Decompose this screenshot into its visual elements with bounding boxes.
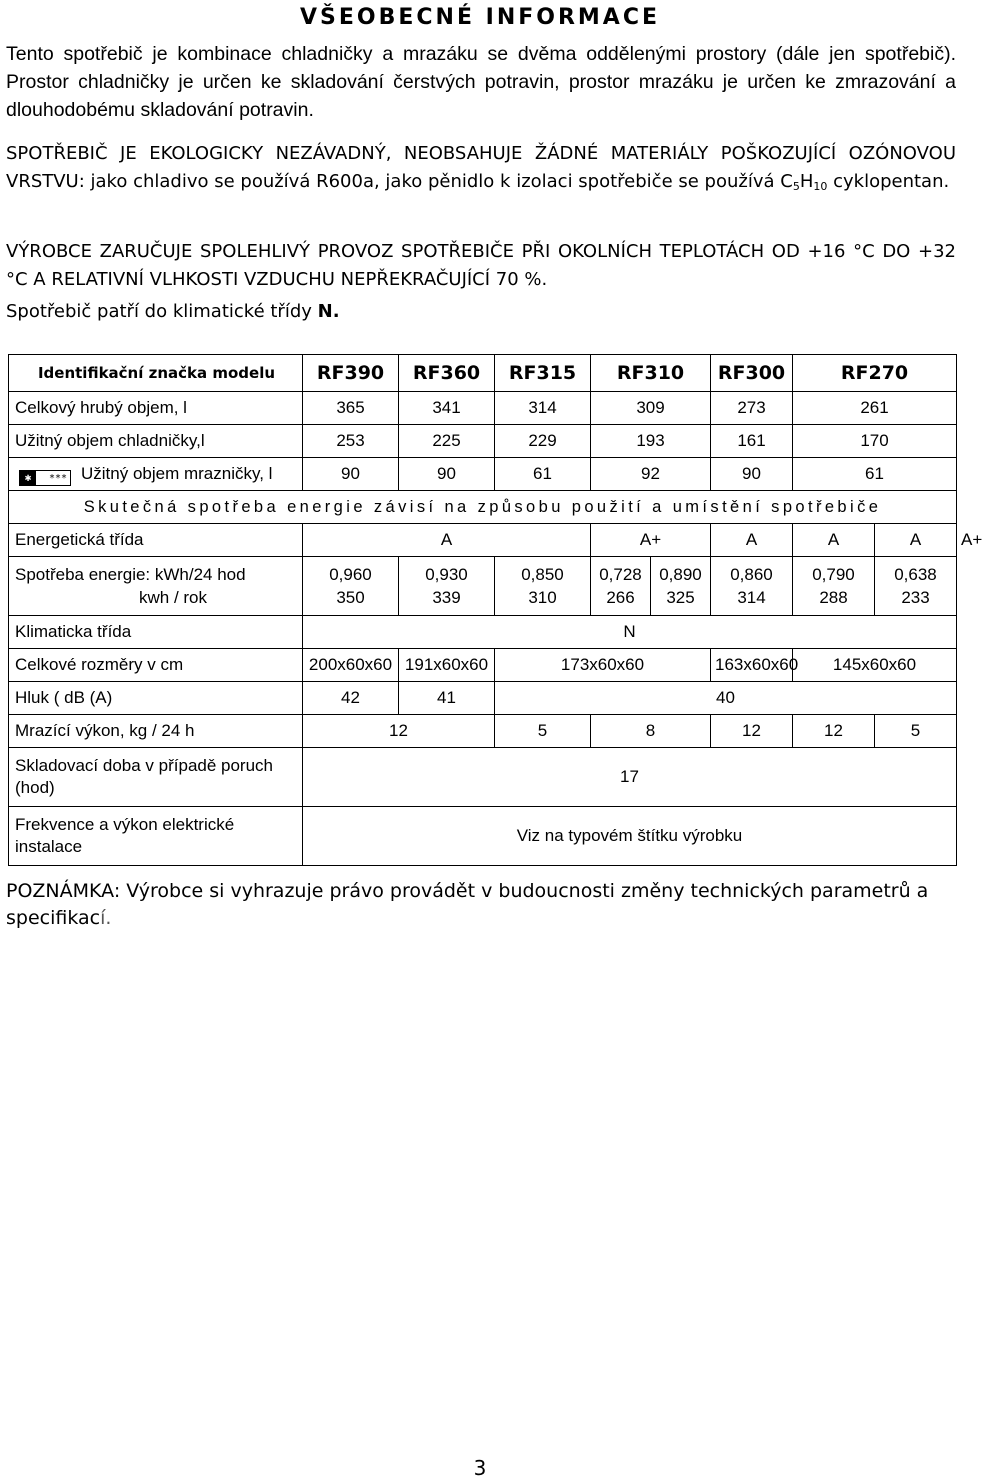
table-cell: 225 <box>399 425 495 458</box>
table-cell: Viz na typovém štítku výrobku <box>303 807 957 866</box>
fridge-volume-label: Užitný objem chladničky,l <box>9 425 303 458</box>
specification-table <box>8 354 982 866</box>
table-cell: 0,638 233 <box>875 557 957 616</box>
formula-subscript-10: 10 <box>813 180 828 193</box>
freezer-volume-label: Užitný objem mrazničky, l <box>81 463 273 483</box>
table-cell: 0,860 314 <box>711 557 793 616</box>
climate-class-label: Klimaticka třída <box>9 616 303 649</box>
model-header-row <box>9 355 957 392</box>
model-rf300: RF300 <box>711 355 793 392</box>
table-cell: 5 <box>875 715 957 748</box>
note-text: POZNÁMKA: Výrobce si vyhrazuje právo provádět v budoucnosti změny technických parametrů a specifikac <box>6 880 929 929</box>
table-cell: N <box>303 616 957 649</box>
table-cell: 92 <box>591 458 711 491</box>
ecology-text: SPOTŘEBIČ JE EKOLOGICKY NEZÁVADNÝ, NEOBSAHUJE ŽÁDNÉ MATERIÁLY POŠKOZUJÍCÍ OZÓNOVOU VRSTVU: jako chladivo se používá R600a, jako pěnidlo k izolaci spotřebiče se používá C <box>6 143 956 192</box>
model-rf315: RF315 <box>495 355 591 392</box>
table-cell: 314 <box>495 392 591 425</box>
note-paragraph <box>6 878 956 932</box>
table-cell: 161 <box>711 425 793 458</box>
table-cell: 0,890 325 <box>651 557 711 616</box>
table-cell: 341 <box>399 392 495 425</box>
formula-h: H <box>799 171 814 192</box>
dimensions-label: Celkové rozměry v cm <box>9 649 303 682</box>
table-cell: 42 <box>303 682 399 715</box>
table-cell: 8 <box>591 715 711 748</box>
table-cell: 193 <box>591 425 711 458</box>
table-cell: 0,960 350 <box>303 557 399 616</box>
table-cell: 229 <box>495 425 591 458</box>
table-cell: A <box>303 524 591 557</box>
climate-class-paragraph <box>6 298 956 326</box>
table-cell: 17 <box>303 748 957 807</box>
freezing-capacity-row <box>9 715 957 748</box>
climate-class-row <box>9 616 957 649</box>
page-title: VŠEOBECNÉ INFORMACE <box>299 5 660 30</box>
energy-class-label: Energetická třída <box>9 524 303 557</box>
table-cell: 145x60x60 <box>793 649 957 682</box>
model-rf310: RF310 <box>591 355 711 392</box>
table-cell: 0,850 310 <box>495 557 591 616</box>
energy-class-row: Energetická třída A A+ A A A A+ <box>9 524 957 557</box>
climate-class-text: Spotřebič patří do klimatické třídy <box>6 301 318 322</box>
table-cell: 12 <box>793 715 875 748</box>
table-cell: 170 <box>793 425 957 458</box>
consumption-note-row <box>9 491 957 524</box>
freezer-volume-label-cell <box>9 458 303 491</box>
table-cell: 90 <box>711 458 793 491</box>
table-cell: 5 <box>495 715 591 748</box>
table-cell: 12 <box>711 715 793 748</box>
table-cell: 273 <box>711 392 793 425</box>
table-cell: 191x60x60 <box>399 649 495 682</box>
gross-volume-row <box>9 392 957 425</box>
dimensions-row <box>9 649 957 682</box>
warranty-paragraph: VÝROBCE ZARUČUJE SPOLEHLIVÝ PROVOZ SPOTŘEBIČE PŘI OKOLNÍCH TEPLOTÁCH OD +16 °C DO +32 °C A RELATIVNÍ VLHKOSTI VZDUCHU NEPŘEKRAČUJÍCÍ 70 %. <box>6 241 956 290</box>
storage-time-label: Skladovací doba v případě poruch (hod) <box>9 748 303 807</box>
freezer-star-box: ✱ <box>20 471 36 485</box>
gross-volume-label: Celkový hrubý objem, l <box>9 392 303 425</box>
table-cell: 61 <box>793 458 957 491</box>
table-cell: 0,930 339 <box>399 557 495 616</box>
table-cell: 0,728 266 <box>591 557 651 616</box>
table-cell: 12 <box>303 715 495 748</box>
table-cell: 253 <box>303 425 399 458</box>
noise-label: Hluk ( dB (A) <box>9 682 303 715</box>
page-number: 3 <box>473 1456 487 1480</box>
table-cell: A <box>875 524 957 557</box>
table-cell: 41 <box>399 682 495 715</box>
note-tail: í. <box>100 907 112 929</box>
table-cell: 309 <box>591 392 711 425</box>
fridge-volume-row <box>9 425 957 458</box>
model-rf270: RF270 <box>793 355 957 392</box>
table-cell: 200x60x60 <box>303 649 399 682</box>
freezer-stars: *** <box>48 472 67 484</box>
consumption-note: Skutečná spotřeba energie závisí na způsobu použití a umístění spotřebiče <box>9 491 957 524</box>
freezing-capacity-label: Mrazící výkon, kg / 24 h <box>9 715 303 748</box>
table-cell: A+ <box>591 524 711 557</box>
model-rf360: RF360 <box>399 355 495 392</box>
formula-subscript-5: 5 <box>792 180 800 193</box>
table-cell: 163x60x60 <box>711 649 793 682</box>
energy-consumption-label-yearly: kwh / rok <box>139 588 208 607</box>
climate-class-value: N. <box>317 301 340 322</box>
intro-paragraph: Tento spotřebič je kombinace chladničky a mrazáku se dvěma oddělenými prostory (dále jen spotřebič). Prostor chladničky je určen ke skladování čerstvých potravin, prostor mrazáku je určen ke zmrazování a dlouhodobému skladování potravin. <box>6 43 956 121</box>
freezer-star-icon <box>19 470 71 486</box>
energy-consumption-label <box>9 557 303 616</box>
freezer-volume-row <box>9 458 957 491</box>
table-cell: 61 <box>495 458 591 491</box>
table-cell: 365 <box>303 392 399 425</box>
table-cell: 90 <box>303 458 399 491</box>
table-cell: 90 <box>399 458 495 491</box>
model-header-label: Identifikační značka modelu <box>9 355 303 392</box>
table-cell: 173x60x60 <box>495 649 711 682</box>
energy-consumption-row <box>9 557 957 616</box>
storage-time-row <box>9 748 957 807</box>
table-cell: 261 <box>793 392 957 425</box>
table-cell: A <box>793 524 875 557</box>
table-cell: A <box>711 524 793 557</box>
model-rf390: RF390 <box>303 355 399 392</box>
electrical-label: Frekvence a výkon elektrické instalace <box>9 807 303 866</box>
table-cell: 0,790 288 <box>793 557 875 616</box>
energy-consumption-label-daily: Spotřeba energie: kWh/24 hod <box>15 565 246 584</box>
ecology-paragraph <box>6 140 956 196</box>
electrical-row <box>9 807 957 866</box>
table-cell: 40 <box>495 682 957 715</box>
noise-row <box>9 682 957 715</box>
ecology-text-end: cyklopentan. <box>827 171 950 192</box>
